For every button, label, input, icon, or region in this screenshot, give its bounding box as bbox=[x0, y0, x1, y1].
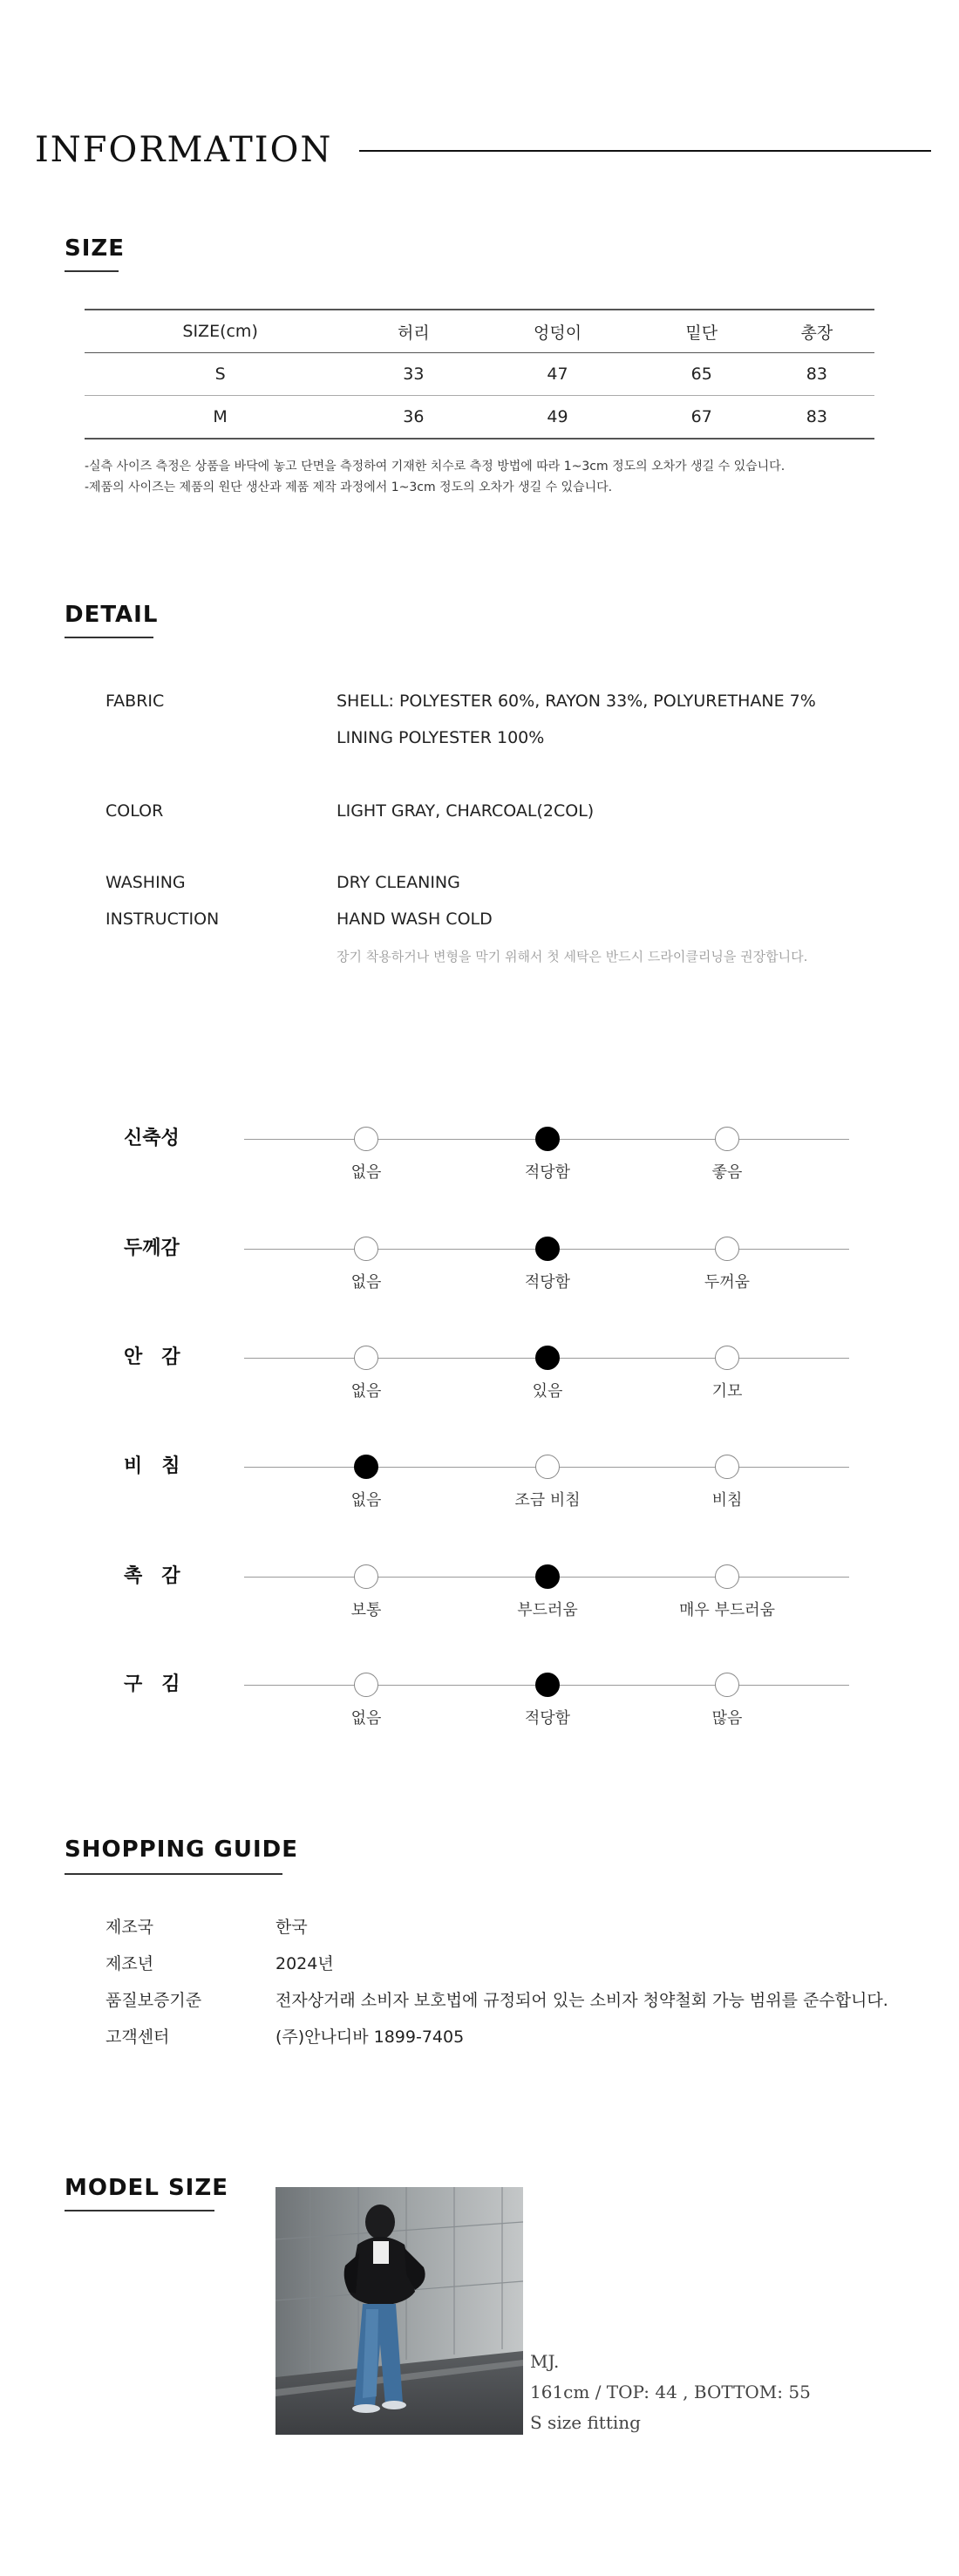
origin-label: 제조국 bbox=[105, 1918, 154, 1937]
color-value: LIGHT GRAY, CHARCOAL(2COL) bbox=[337, 801, 595, 821]
table-row bbox=[85, 353, 874, 396]
scale-dot bbox=[535, 1455, 560, 1479]
information-title: INFORMATION bbox=[35, 130, 333, 170]
scale-option-label: 없음 bbox=[350, 1273, 382, 1291]
size-col-header: 총장 bbox=[759, 310, 874, 353]
size-col-header: 밑단 bbox=[644, 310, 759, 353]
model-photo bbox=[275, 2187, 523, 2435]
scale-label: 구 김 bbox=[124, 1673, 180, 1695]
model-measurements: 161cm / TOP: 44 , BOTTOM: 55 bbox=[530, 2382, 811, 2402]
model-fitting: S size fitting bbox=[530, 2412, 641, 2433]
scale-option-label: 매우 부드러움 bbox=[678, 1601, 776, 1619]
scale-dot bbox=[715, 1673, 739, 1697]
fabric-lining-value: LINING POLYESTER 100% bbox=[337, 728, 545, 747]
washing-value-2: HAND WASH COLD bbox=[337, 910, 493, 929]
detail-title-underline bbox=[65, 637, 153, 638]
scale-dot bbox=[354, 1127, 378, 1151]
scale-dot-selected bbox=[535, 1673, 560, 1697]
information-divider bbox=[359, 150, 931, 152]
scale-dot-selected bbox=[535, 1237, 560, 1261]
scale-dot-selected bbox=[535, 1127, 560, 1151]
scale-dot bbox=[354, 1564, 378, 1589]
scale-label: 두께감 bbox=[124, 1237, 180, 1259]
size-cell: 65 bbox=[644, 353, 759, 396]
scale-option-label: 없음 bbox=[350, 1491, 382, 1509]
size-cell: 83 bbox=[759, 353, 874, 396]
color-label: COLOR bbox=[105, 801, 164, 821]
size-cell: 36 bbox=[356, 396, 471, 440]
scale-dot-selected bbox=[535, 1564, 560, 1589]
size-col-header: 엉덩이 bbox=[471, 310, 643, 353]
scale-option-label: 보통 bbox=[350, 1601, 382, 1619]
washing-note: 장기 착용하거나 변형을 막기 위해서 첫 세탁은 반드시 드라이클리닝을 권장합니다. bbox=[337, 949, 808, 964]
scale-option-label: 적당함 bbox=[524, 1273, 571, 1291]
size-table bbox=[85, 309, 874, 440]
year-value: 2024년 bbox=[275, 1954, 334, 1973]
fabric-value: SHELL: POLYESTER 60%, RAYON 33%, POLYURETHANE 7% bbox=[337, 692, 816, 711]
scale-label: 신축성 bbox=[124, 1128, 180, 1149]
size-col-header: SIZE(cm) bbox=[85, 310, 356, 353]
scale-dot-selected bbox=[354, 1455, 378, 1479]
size-cell: 83 bbox=[759, 396, 874, 440]
size-title-underline bbox=[65, 270, 119, 272]
warranty-label: 품질보증기준 bbox=[105, 1991, 202, 2010]
scale-dot-selected bbox=[535, 1346, 560, 1370]
fabric-label: FABRIC bbox=[105, 692, 165, 711]
size-cell: 67 bbox=[644, 396, 759, 440]
size-note: -제품의 사이즈는 제품의 원단 생산과 제품 제작 과정에서 1~3cm 정도의 오차가 생길 수 있습니다. bbox=[85, 480, 613, 494]
customer-center-value: (주)안나디바 1899-7405 bbox=[275, 2027, 465, 2047]
size-note: -실측 사이즈 측정은 상품을 바닥에 놓고 단면을 측정하여 기재한 치수로 측정 방법에 따라 1~3cm 정도의 오차가 생길 수 있습니다. bbox=[85, 460, 786, 474]
warranty-value: 전자상거래 소비자 보호법에 규정되어 있는 소비자 청약철회 가능 범위를 준수합니다. bbox=[275, 1991, 888, 2010]
scale-option-label: 기모 bbox=[711, 1382, 743, 1400]
size-table-header-row bbox=[85, 310, 874, 353]
model-size-title: MODEL SIZE bbox=[65, 2175, 228, 2201]
instruction-label: INSTRUCTION bbox=[105, 910, 220, 929]
scale-label: 비 침 bbox=[124, 1455, 180, 1477]
scale-option-label: 적당함 bbox=[524, 1163, 571, 1182]
size-section-title: SIZE bbox=[65, 235, 126, 262]
washing-label: WASHING bbox=[105, 873, 186, 892]
size-cell: M bbox=[85, 396, 356, 440]
scale-option-label: 적당함 bbox=[524, 1709, 571, 1728]
washing-value: DRY CLEANING bbox=[337, 873, 460, 892]
scale-dot bbox=[715, 1564, 739, 1589]
scale-option-label: 없음 bbox=[350, 1163, 382, 1182]
size-cell: 33 bbox=[356, 353, 471, 396]
scale-option-label: 좋음 bbox=[711, 1163, 743, 1182]
scale-dot bbox=[715, 1455, 739, 1479]
shopping-guide-title: SHOPPING GUIDE bbox=[65, 1837, 298, 1863]
scale-label: 촉 감 bbox=[124, 1565, 180, 1587]
scale-label: 안 감 bbox=[124, 1346, 180, 1368]
scale-option-label: 없음 bbox=[350, 1709, 382, 1728]
scale-option-label: 많음 bbox=[711, 1709, 743, 1728]
origin-value: 한국 bbox=[275, 1918, 308, 1937]
year-label: 제조년 bbox=[105, 1954, 154, 1973]
scale-option-label: 부드러움 bbox=[517, 1601, 578, 1619]
scale-option-label: 있음 bbox=[532, 1382, 563, 1400]
scale-option-label: 비침 bbox=[711, 1491, 743, 1509]
scale-option-label: 두꺼움 bbox=[704, 1273, 751, 1291]
size-cell: 47 bbox=[471, 353, 643, 396]
size-col-header: 허리 bbox=[356, 310, 471, 353]
table-row bbox=[85, 396, 874, 440]
size-cell: 49 bbox=[471, 396, 643, 440]
shopping-guide-underline bbox=[65, 1873, 282, 1875]
customer-center-label: 고객센터 bbox=[105, 2027, 170, 2047]
scale-dot bbox=[715, 1127, 739, 1151]
scale-option-label: 조금 비침 bbox=[514, 1491, 581, 1509]
scale-dot bbox=[354, 1237, 378, 1261]
detail-section-title: DETAIL bbox=[65, 602, 159, 628]
model-name: MJ. bbox=[530, 2351, 560, 2372]
scale-option-label: 없음 bbox=[350, 1382, 382, 1400]
model-size-underline bbox=[65, 2210, 214, 2211]
scale-dot bbox=[715, 1237, 739, 1261]
scale-dot bbox=[715, 1346, 739, 1370]
scale-dot bbox=[354, 1673, 378, 1697]
size-cell: S bbox=[85, 353, 356, 396]
scale-dot bbox=[354, 1346, 378, 1370]
